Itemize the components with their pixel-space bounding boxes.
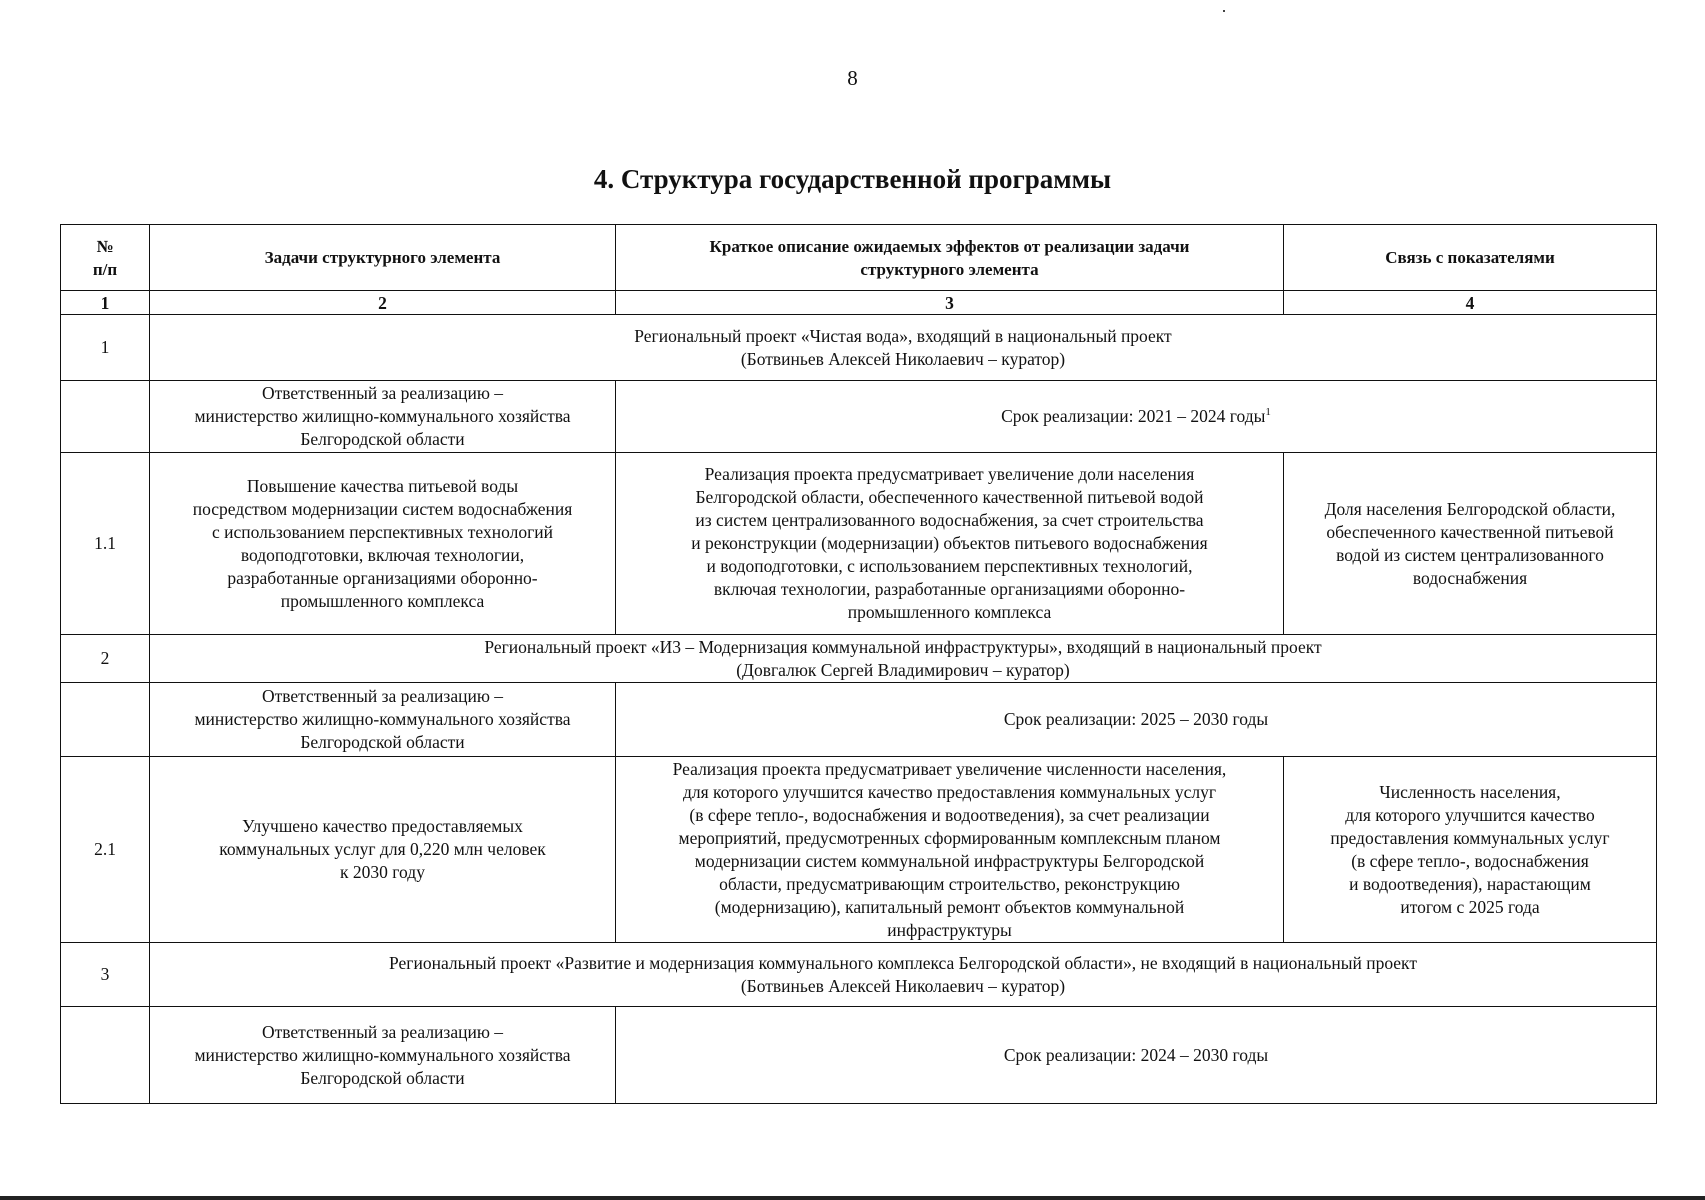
project-row: [61, 315, 1657, 381]
table-header-row: [61, 225, 1657, 291]
term-text: Срок реализации: 2025 – 2030 годы: [616, 683, 1657, 757]
footnote-mark: 1: [1265, 406, 1271, 419]
task-row: [61, 453, 1657, 635]
task-number: 2.1: [61, 757, 150, 943]
scan-bottom-edge: [0, 1196, 1705, 1200]
task-number: 1.1: [61, 453, 150, 635]
term-text: Срок реализации: 2024 – 2030 годы: [616, 1007, 1657, 1104]
header-tasks: Задачи структурного элемента: [150, 225, 616, 291]
term-text: Срок реализации: 2021 – 2024 годы: [1001, 406, 1266, 426]
project-title: Региональный проект «И3 – Модернизация коммунальной инфраструктуры», входящий в национальный проект (Довгалюк Сергей Владимирович – куратор): [150, 635, 1657, 683]
section-number: 1: [61, 315, 150, 381]
column-number: 3: [616, 291, 1284, 315]
effects-text: Реализация проекта предусматривает увеличение численности населения, для которого улучшится качество предоставления коммунальных услуг (в сфере тепло-, водоснабжения и водоотведения), за счет реализации мероприятий, предусмотренных сформированным комплексным планом модернизации систем коммунальной инфраструктуры Белгородской области, предусматривающим строительство, реконструкцию (модернизацию), капитальный ремонт объектов коммунальной инфраструктуры: [616, 757, 1284, 943]
term-cell: [616, 381, 1657, 453]
responsible-row: [61, 683, 1657, 757]
empty-cell: [61, 1007, 150, 1104]
column-number: 4: [1284, 291, 1657, 315]
scan-speck: [1223, 10, 1225, 12]
project-title: Региональный проект «Чистая вода», входящий в национальный проект (Ботвиньев Алексей Николаевич – куратор): [150, 315, 1657, 381]
empty-cell: [61, 683, 150, 757]
page-number: 8: [847, 66, 858, 90]
section-title: 4. Структура государственной программы: [593, 164, 1112, 194]
project-title: Региональный проект «Развитие и модернизация коммунального комплекса Белгородской области», не входящий в национальный проект (Ботвиньев Алексей Николаевич – куратор): [150, 943, 1657, 1007]
header-indicators: Связь с показателями: [1284, 225, 1657, 291]
responsible-row: [61, 381, 1657, 453]
program-structure-table: [60, 224, 1657, 1104]
responsible-text: Ответственный за реализацию – министерство жилищно-коммунального хозяйства Белгородской области: [150, 381, 616, 453]
column-number: 1: [61, 291, 150, 315]
task-text: Повышение качества питьевой воды посредством модернизации систем водоснабжения с использованием перспективных технологий водоподготовки, включая технологии, разработанные организациями оборонно- промышленного комплекса: [150, 453, 616, 635]
empty-cell: [61, 381, 150, 453]
task-text: Улучшено качество предоставляемых коммунальных услуг для 0,220 млн человек к 2030 году: [150, 757, 616, 943]
responsible-text: Ответственный за реализацию – министерство жилищно-коммунального хозяйства Белгородской области: [150, 683, 616, 757]
indicators-text: Доля населения Белгородской области, обеспеченного качественной питьевой водой из систем централизованного водоснабжения: [1284, 453, 1657, 635]
column-number-row: [61, 291, 1657, 315]
project-row: [61, 943, 1657, 1007]
section-number: 2: [61, 635, 150, 683]
indicators-text: Численность населения, для которого улучшится качество предоставления коммунальных услуг (в сфере тепло-, водоснабжения и водоотведения), нарастающим итогом с 2025 года: [1284, 757, 1657, 943]
responsible-text: Ответственный за реализацию – министерство жилищно-коммунального хозяйства Белгородской области: [150, 1007, 616, 1104]
effects-text: Реализация проекта предусматривает увеличение доли населения Белгородской области, обеспеченного качественной питьевой водой из систем централизованного водоснабжения, за счет строительства и реконструкции (модернизации) объектов питьевого водоснабжения и водоподготовки, с использованием перспективных технологий, включая технологии, разработанные организациями оборонно- промышленного комплекса: [616, 453, 1284, 635]
task-row: [61, 757, 1657, 943]
column-number: 2: [150, 291, 616, 315]
responsible-row: [61, 1007, 1657, 1104]
section-number: 3: [61, 943, 150, 1007]
header-effects: Краткое описание ожидаемых эффектов от реализации задачи структурного элемента: [616, 225, 1284, 291]
project-row: [61, 635, 1657, 683]
header-number: № п/п: [61, 225, 150, 291]
